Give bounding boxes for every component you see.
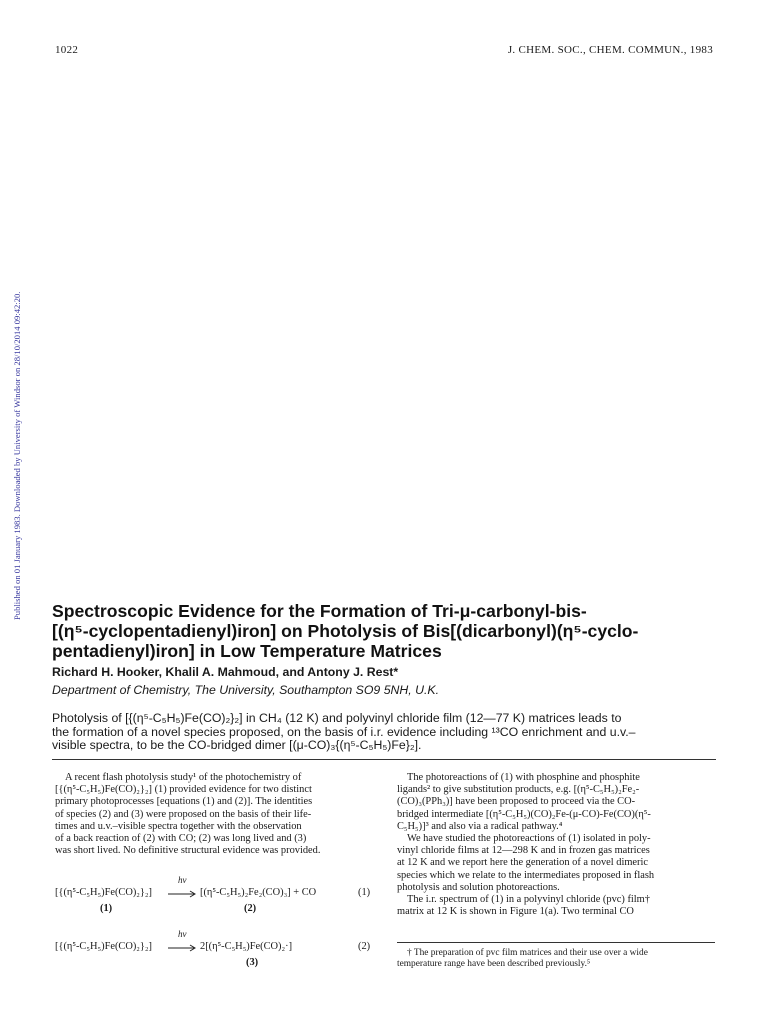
- body-line: [{(η⁵-C₅H₅)Fe(CO)₂}₂] (1) provided evidence for two distinct: [55, 784, 312, 796]
- equation-2-product: 2[(η⁵-C₅H₅)Fe(CO)₂·]: [200, 941, 293, 952]
- footnote-divider: [397, 942, 715, 943]
- body-line: (CO)₃(PPh₃)] have been proposed to proceed via the CO-: [397, 796, 636, 808]
- page-number: 1022: [55, 44, 79, 56]
- body-line: primary photoprocesses [equations (1) and (2)]. The identities: [55, 796, 313, 808]
- equation-2-reactant: [{(η⁵-C₅H₅)Fe(CO)₂}₂]: [55, 941, 153, 952]
- body-line: vinyl chloride films at 12—298 K and in frozen gas matrices: [397, 845, 650, 857]
- article-title: [52, 601, 732, 661]
- body-line: matrix at 12 K is shown in Figure 1(a). Two terminal CO: [397, 906, 634, 918]
- abstract-line: visible spectra, to be the CO-bridged dimer [(μ-CO)₃{(η⁵-C₅H₅)Fe}₂].: [52, 738, 422, 752]
- hv-label: hν: [178, 929, 187, 939]
- equation-1-number: (1): [358, 887, 371, 898]
- body-line: was short lived. No definitive structural evidence was provided.: [55, 845, 321, 857]
- compound-label: (2): [244, 903, 257, 914]
- body-line: C₅H₅)]³ and also via a radical pathway.⁴: [397, 820, 563, 832]
- abstract-line: the formation of a novel species proposed, on the basis of i.r. evidence including ¹³CO enrichment and u.v.–: [52, 724, 636, 739]
- compound-label: (1): [100, 903, 113, 914]
- footnote-line: † The preparation of pvc film matrices and their use over a wide: [407, 948, 648, 958]
- body-line: of a back reaction of (2) with CO; (2) was long lived and (3): [55, 833, 307, 845]
- body-line: times and u.v.–visible spectra together with the observation: [55, 820, 302, 832]
- body-line: bridged intermediate [(η⁵-C₅H₅)(CO)₂Fe-(μ-CO)-Fe(CO)(η⁵-: [397, 808, 651, 820]
- equation-1-product: [(η⁵-C₅H₅)₂Fe₂(CO)₃] + CO: [200, 887, 317, 898]
- hv-label: hν: [178, 875, 187, 885]
- title-line: [(η⁵-cyclopentadienyl)iron] on Photolysis of Bis[(dicarbonyl)(η⁵-cyclo-: [52, 621, 639, 641]
- reaction-arrow-icon: [168, 943, 198, 953]
- abstract-line: Photolysis of [{(η⁵-C₅H₅)Fe(CO)₂}₂] in CH₄ (12 K) and polyvinyl chloride film (12—77 K) matrices leads to: [52, 711, 622, 725]
- body-line: at 12 K and we report here the generation of a novel dimeric: [397, 857, 649, 869]
- body-line: species which we relate to the intermediates proposed in flash: [397, 869, 655, 881]
- title-line: Spectroscopic Evidence for the Formation of Tri-μ-carbonyl-bis-: [52, 601, 587, 621]
- section-divider: [52, 759, 716, 760]
- department: Department of Chemistry, The University, Southampton SO9 5NH, U.K.: [52, 683, 440, 697]
- equation-2-number: (2): [358, 941, 371, 952]
- title-line: pentadienyl)iron] in Low Temperature Matrices: [52, 641, 442, 661]
- compound-label: (3): [246, 957, 259, 968]
- body-line: We have studied the photoreactions of (1) isolated in poly-: [407, 833, 651, 845]
- body-line: The i.r. spectrum of (1) in a polyvinyl chloride (pvc) film†: [407, 894, 650, 906]
- body-line: The photoreactions of (1) with phosphine and phosphite: [407, 772, 640, 783]
- body-line: A recent flash photolysis study¹ of the photochemistry of: [65, 772, 302, 783]
- footnote: [397, 948, 717, 970]
- body-line: photolysis and solution photoreactions.: [397, 881, 560, 893]
- body-line: ligands² to give substitution products, e.g. [(η⁵-C₅H₅)₂Fe₂-: [397, 784, 640, 796]
- download-notice[interactable]: Published on 01 January 1983. Downloaded by University of Windsor on 28/10/2014 09:42:20.: [12, 291, 22, 620]
- body-line: of species (2) and (3) were proposed on the basis of their life-: [55, 808, 312, 820]
- authors: Richard H. Hooker, Khalil A. Mahmoud, and Antony J. Rest*: [52, 665, 399, 679]
- left-column: [55, 772, 373, 857]
- reaction-arrow-icon: [168, 889, 198, 899]
- journal-header: J. CHEM. SOC., CHEM. COMMUN., 1983: [507, 44, 713, 56]
- abstract: [52, 712, 722, 753]
- footnote-line: temperature range have been described previously.⁵: [397, 959, 591, 970]
- right-column: [397, 772, 715, 918]
- equation-1-reactant: [{(η⁵-C₅H₅)Fe(CO)₂}₂]: [55, 887, 153, 898]
